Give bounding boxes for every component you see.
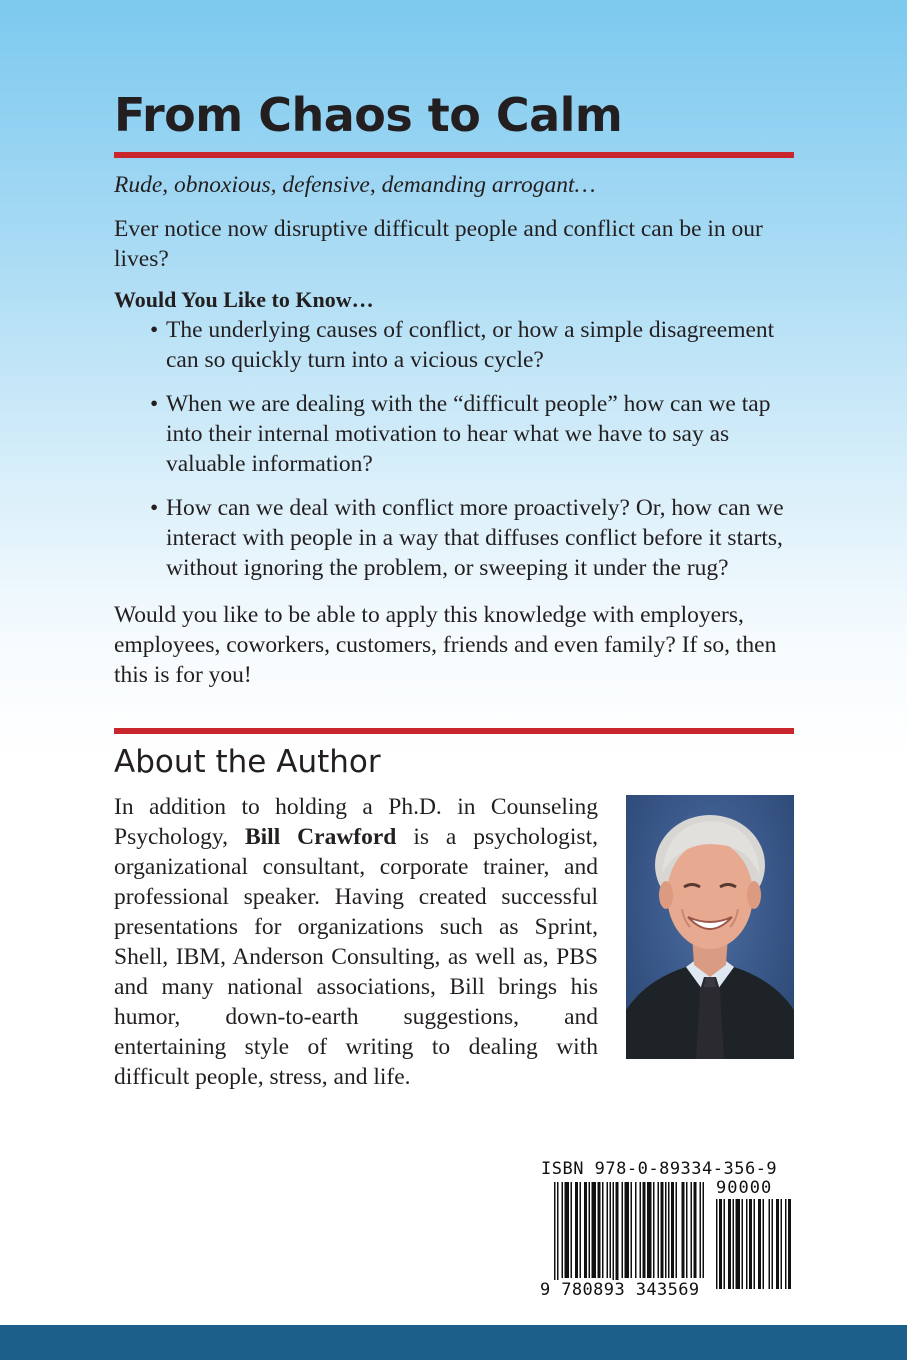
barcode-bar [589,1182,591,1278]
bullet-icon: • [150,391,159,417]
ean-barcode [554,1182,704,1290]
barcode-bar [610,1182,612,1278]
barcode-bar [758,1199,761,1289]
author-photo [626,795,794,1059]
barcode-bar [622,1182,624,1278]
barcode-bar [671,1182,674,1278]
barcode-bar [676,1182,678,1278]
barcode-bar [602,1182,604,1278]
closing-paragraph: Would you like to be able to apply this knowledge with employers, employees, coworkers, customers, friends and even family? If so, then this is for you! [114,602,777,688]
barcode-bar [716,1199,718,1289]
barcode-bar [700,1182,702,1278]
author-name: Bill Crawford [244,824,397,850]
barcode-bar [736,1199,741,1289]
barcode-bar [653,1182,655,1278]
list-item-text: The underlying causes of conflict, or how a simple disagreement can so quickly turn into a vicious cycle? [166,317,775,373]
barcode-bar [724,1199,726,1289]
barcode-bar [682,1182,685,1278]
bottom-color-band [0,1325,907,1360]
barcode-bar [625,1182,630,1278]
barcode-bar [607,1182,609,1278]
would-you-like-heading: Would You Like to Know… [114,287,374,312]
barcode-bar [781,1199,783,1289]
barcode-bar [613,1182,615,1288]
barcode-bar [557,1182,559,1288]
barcode-bar [658,1182,660,1278]
price-addon-digits: 90000 [716,1178,773,1198]
barcode-bar [742,1199,744,1289]
barcode-bar [691,1182,693,1278]
tagline: Rude, obnoxious, defensive, demanding arrogant… [114,172,596,198]
red-divider-top [114,152,794,158]
barcode-bar [772,1199,774,1289]
barcode-bar [665,1182,667,1278]
author-portrait-illustration [626,795,794,1059]
barcode-bar [640,1182,642,1278]
about-author-heading: About the Author [114,744,381,780]
barcode-bar [635,1182,637,1278]
barcode-bar [565,1182,570,1278]
book-title: From Chaos to Calm [114,88,623,142]
barcode-bar [749,1199,752,1289]
barcode-bar [668,1182,670,1278]
bullet-icon: • [150,495,159,521]
author-bio [114,792,598,1092]
barcode-bar [598,1182,601,1278]
barcode-bar [788,1199,791,1289]
barcode-bar [763,1199,765,1289]
barcode-bar [647,1182,652,1278]
barcode-bar [562,1182,564,1278]
barcode-bar [703,1182,705,1278]
barcode-bar [733,1199,735,1289]
benefit-list [150,315,794,597]
list-item [150,315,794,375]
barcode-bar [575,1182,578,1278]
barcode-bar [616,1182,619,1288]
barcode-bar [728,1199,731,1289]
barcode-bar [584,1182,587,1278]
bio-text-start: In addition to holding a Ph.D. in Counseling Psychology, [114,794,598,850]
addon-barcode [716,1199,794,1291]
list-item [150,493,794,583]
bullet-icon: • [150,317,159,343]
barcode-bar [769,1199,771,1289]
barcode-bar [631,1182,633,1278]
barcode-bar [661,1182,664,1278]
barcode-bar [694,1182,697,1278]
intro-paragraph: Ever notice now disruptive difficult people and conflict can be in our lives? [114,216,763,272]
isbn-label: ISBN 978-0-89334-356-9 [541,1159,778,1179]
barcode-bar [754,1199,756,1289]
ean-digits: 9 780893 343569 [540,1280,700,1300]
bio-text-end: is a psychologist, organizational consultant, corporate trainer, and professional speaker. Having created successful presentations for organizations such as Sprint, Shell, IBM, Anderson Consulting, as well as, PBS and many national associations, Bill brings his humor, down-to-earth suggestions, and entertaining style of writing to dealing with difficult people, stress, and life. [114,824,598,1090]
barcode-bar [571,1182,573,1278]
barcode-bar [785,1199,787,1289]
red-divider-middle [114,728,794,734]
list-item-text: When we are dealing with the “difficult people” how can we tap into their internal motivation to hear what we have to say as valuable information? [166,391,771,477]
barcode-bar [643,1182,646,1278]
list-item [150,389,794,479]
barcode-bar [554,1182,556,1288]
barcode-bar [776,1199,779,1289]
barcode-bar [746,1199,748,1289]
barcode-bar [592,1182,597,1278]
barcode-bar [686,1182,688,1278]
barcode-bar [580,1182,582,1278]
list-item-text: How can we deal with conflict more proactively? Or, how can we interact with people in a way that diffuses conflict before it starts, without ignoring the problem, or sweeping it under the rug? [166,495,784,581]
barcode-bar [719,1199,722,1289]
